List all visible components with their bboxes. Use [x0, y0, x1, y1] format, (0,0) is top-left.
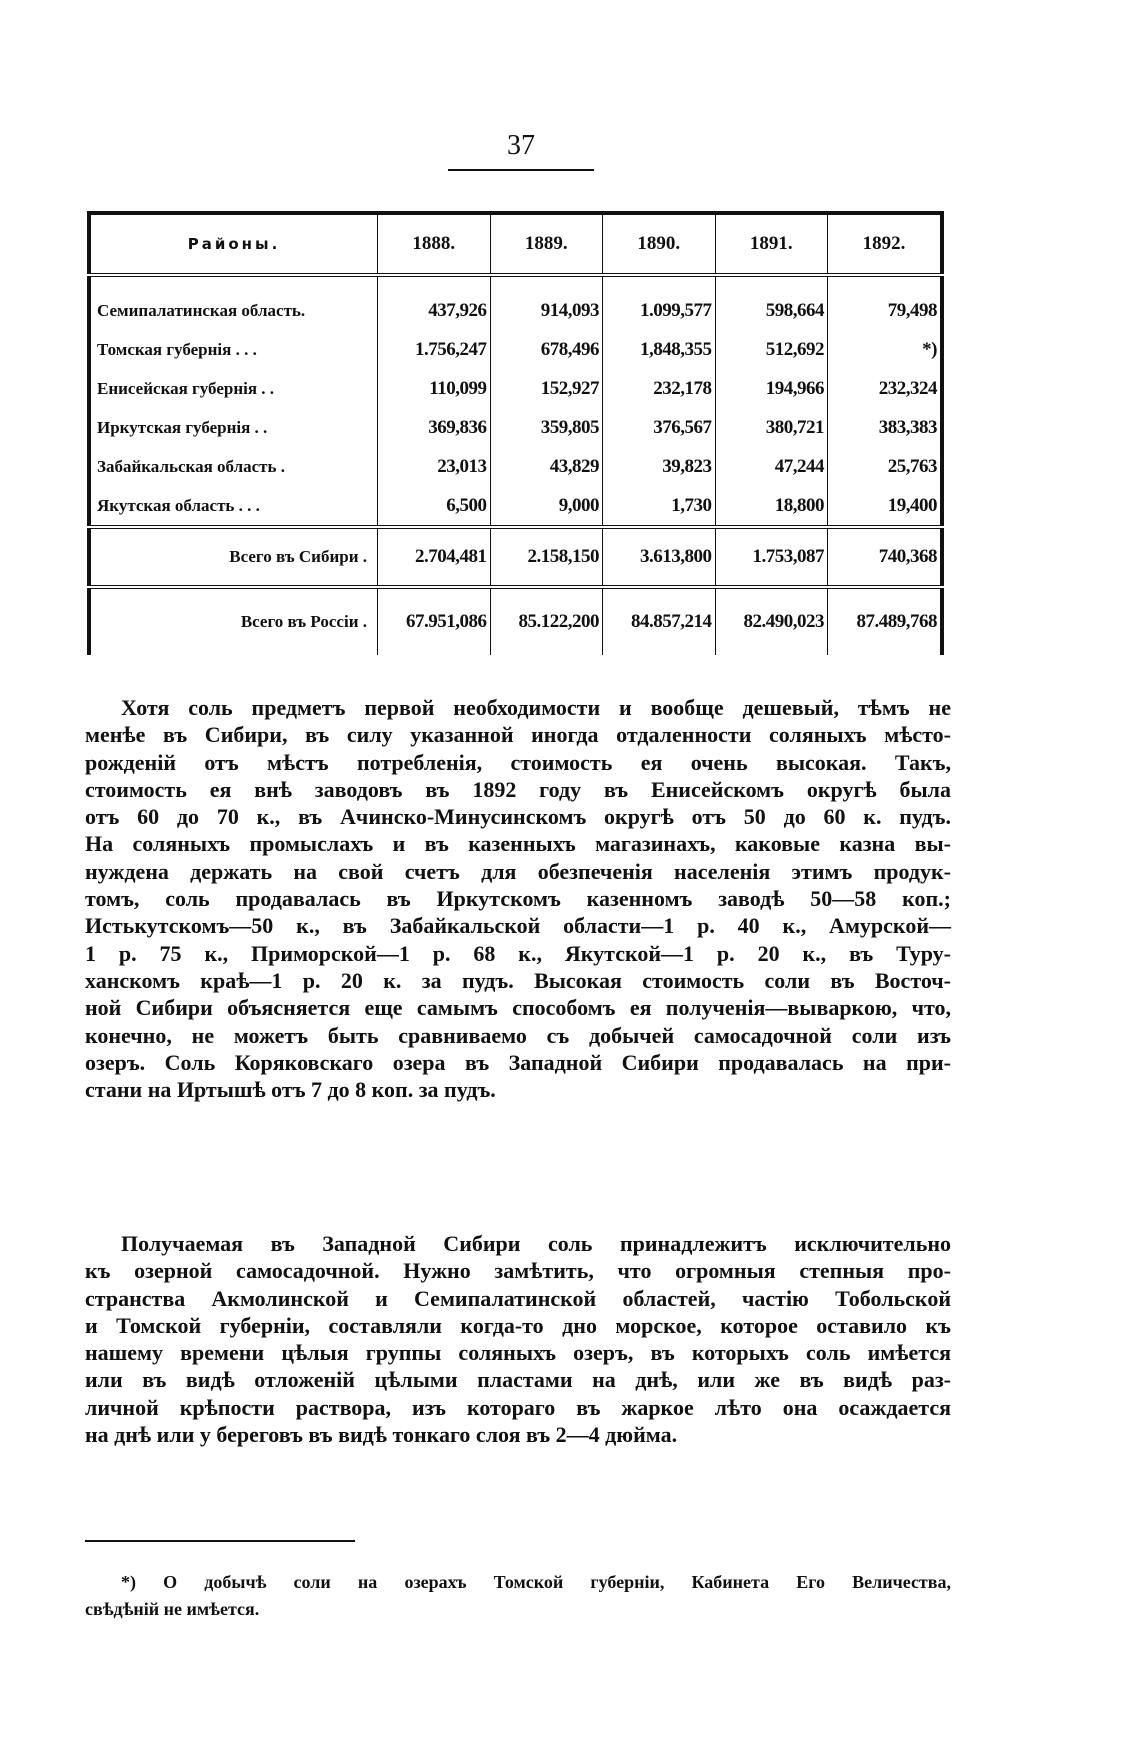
table-row — [89, 486, 942, 527]
table-cell: 194,966 — [715, 369, 828, 408]
header-year: 1892. — [828, 213, 943, 275]
text-line: отъ 60 до 70 к., въ Ачинско-Минусинскомъ округѣ отъ 50 до 60 к. пудъ. — [85, 804, 951, 830]
table-cell: 6,500 — [378, 486, 491, 527]
text-line: конечно, не можетъ быть сравниваемо съ добычей самосадочной соли изъ — [85, 1022, 951, 1048]
region-name: Енисейская губернія . . — [89, 369, 378, 408]
table-cell: 82.490,023 — [715, 587, 828, 655]
table-cell: 1,848,355 — [603, 330, 716, 369]
table-row — [89, 447, 942, 486]
text-line: Хотя соль предметъ первой необходимости и вообще дешевый, тѣмъ не — [121, 695, 951, 720]
table-cell: 369,836 — [378, 408, 491, 447]
table-row — [89, 275, 942, 330]
text-line: стоимость ея внѣ заводовъ въ 1892 году въ Енисейскомъ округѣ была — [85, 776, 951, 802]
paragraph-1 — [85, 694, 951, 1103]
table-cell: 512,692 — [715, 330, 828, 369]
table-cell: 1.099,577 — [603, 275, 716, 330]
header-regions: Районы. — [89, 213, 378, 275]
text-line: ханскомъ краѣ—1 р. 20 к. за пудъ. Высокая стоимость соли въ Восточ- — [85, 967, 951, 993]
header-year: 1889. — [490, 213, 603, 275]
text-line: озеръ. Соль Коряковскаго озера въ Западной Сибири продавалась на при- — [85, 1049, 951, 1075]
text-line: томъ, соль продавалась въ Иркутскомъ казенномъ заводѣ 50—58 коп.; — [85, 886, 951, 912]
header-year: 1888. — [378, 213, 491, 275]
table-cell: 2.704,481 — [378, 527, 491, 587]
table-cell: 376,567 — [603, 408, 716, 447]
footnote-rule — [85, 1540, 355, 1542]
text-line: нуждена держать на свой счетъ для обезпеченія населенія этимъ продук- — [85, 858, 951, 884]
text-line: и Томской губерніи, составляли когда-то дно морское, которое оставило къ — [85, 1312, 951, 1338]
region-name: Иркутская губернія . . — [89, 408, 378, 447]
table-cell: 1.756,247 — [378, 330, 491, 369]
table-cell: 18,800 — [715, 486, 828, 527]
table-cell: 383,383 — [828, 408, 943, 447]
header-year: 1891. — [715, 213, 828, 275]
region-name: Якутская область . . . — [89, 486, 378, 527]
table-cell: 740,368 — [828, 527, 943, 587]
paragraph-2 — [85, 1230, 951, 1448]
table-cell: 67.951,086 — [378, 587, 491, 655]
page-number-rule — [448, 169, 594, 171]
table-cell: 3.613,800 — [603, 527, 716, 587]
text-line: или въ видѣ отложеній цѣлыми пластами на днѣ, или же въ видѣ раз- — [85, 1367, 951, 1393]
footnote — [85, 1568, 951, 1623]
table-cell: 1,730 — [603, 486, 716, 527]
text-line: стани на Иртышѣ отъ 7 до 8 коп. за пудъ. — [85, 1077, 496, 1103]
table-row — [89, 369, 942, 408]
text-line: на днѣ или у береговъ въ видѣ тонкаго слоя въ 2—4 дюйма. — [85, 1422, 678, 1448]
table-cell: *) — [828, 330, 943, 369]
header-year: 1890. — [603, 213, 716, 275]
region-name: Всего въ Сибири . — [89, 527, 378, 587]
table-cell: 47,244 — [715, 447, 828, 486]
table-cell: 2.158,150 — [490, 527, 603, 587]
table-cell: 43,829 — [490, 447, 603, 486]
table-cell: 598,664 — [715, 275, 828, 330]
text-line: Получаемая въ Западной Сибири соль принадлежитъ исключительно — [121, 1231, 951, 1256]
total-russia-row — [89, 587, 942, 655]
table-cell: 437,926 — [378, 275, 491, 330]
text-line: странства Акмолинской и Семипалатинской областей, частію Тобольской — [85, 1285, 951, 1311]
text-line: Истькутскомъ—50 к., въ Забайкальской области—1 р. 40 к., Амурской— — [85, 913, 951, 939]
region-name: Томская губернія . . . — [89, 330, 378, 369]
total-siberia-row — [89, 527, 942, 587]
table-cell: 19,400 — [828, 486, 943, 527]
table-cell: 678,496 — [490, 330, 603, 369]
table-cell: 39,823 — [603, 447, 716, 486]
region-name: Забайкальская область . — [89, 447, 378, 486]
table-cell: 85.122,200 — [490, 587, 603, 655]
table-cell: 914,093 — [490, 275, 603, 330]
table-row — [89, 408, 942, 447]
table-cell: 1.753,087 — [715, 527, 828, 587]
table-cell: 9,000 — [490, 486, 603, 527]
text-line: менѣе въ Сибири, въ силу указанной иногда отдаленности соляныхъ мѣсто- — [85, 722, 951, 748]
text-line: нашему времени цѣлыя группы соляныхъ озеръ, въ которыхъ соль имѣется — [85, 1340, 951, 1366]
table-header-row — [89, 213, 942, 275]
table-cell: 380,721 — [715, 408, 828, 447]
page-number: 37 — [507, 130, 535, 161]
text-line: На соляныхъ промыслахъ и въ казенныхъ магазинахъ, каковые казна вы- — [85, 831, 951, 857]
salt-production-table — [87, 211, 944, 655]
text-line: 1 р. 75 к., Приморской—1 р. 68 к., Якутской—1 р. 20 к., въ Туру- — [85, 940, 951, 966]
region-name: Всего въ Россіи . — [89, 587, 378, 655]
text-line: свѣдѣній не имѣется. — [85, 1599, 260, 1620]
table-cell: 84.857,214 — [603, 587, 716, 655]
text-line: личной крѣпости раствора, изъ котораго въ жаркое лѣто она осаждается — [85, 1394, 951, 1420]
table-cell: 110,099 — [378, 369, 491, 408]
text-line: рожденій отъ мѣстъ потребленія, стоимость ея очень высокая. Такъ, — [85, 749, 951, 775]
text-line: ной Сибири объясняется еще самымъ способомъ ея полученія—вываркою, что, — [85, 995, 951, 1021]
table-cell: 232,178 — [603, 369, 716, 408]
table-cell: 25,763 — [828, 447, 943, 486]
text-line: *) О добычѣ соли на озерахъ Томской губерніи, Кабинета Его Величества, — [121, 1572, 951, 1592]
region-name: Семипалатинская область. — [89, 275, 378, 330]
table-cell: 359,805 — [490, 408, 603, 447]
table-cell: 232,324 — [828, 369, 943, 408]
table-row — [89, 330, 942, 369]
text-line: къ озерной самосадочной. Нужно замѣтить, что огромныя степныя про- — [85, 1258, 951, 1284]
table-cell: 87.489,768 — [828, 587, 943, 655]
table-cell: 23,013 — [378, 447, 491, 486]
table-cell: 152,927 — [490, 369, 603, 408]
table-cell: 79,498 — [828, 275, 943, 330]
